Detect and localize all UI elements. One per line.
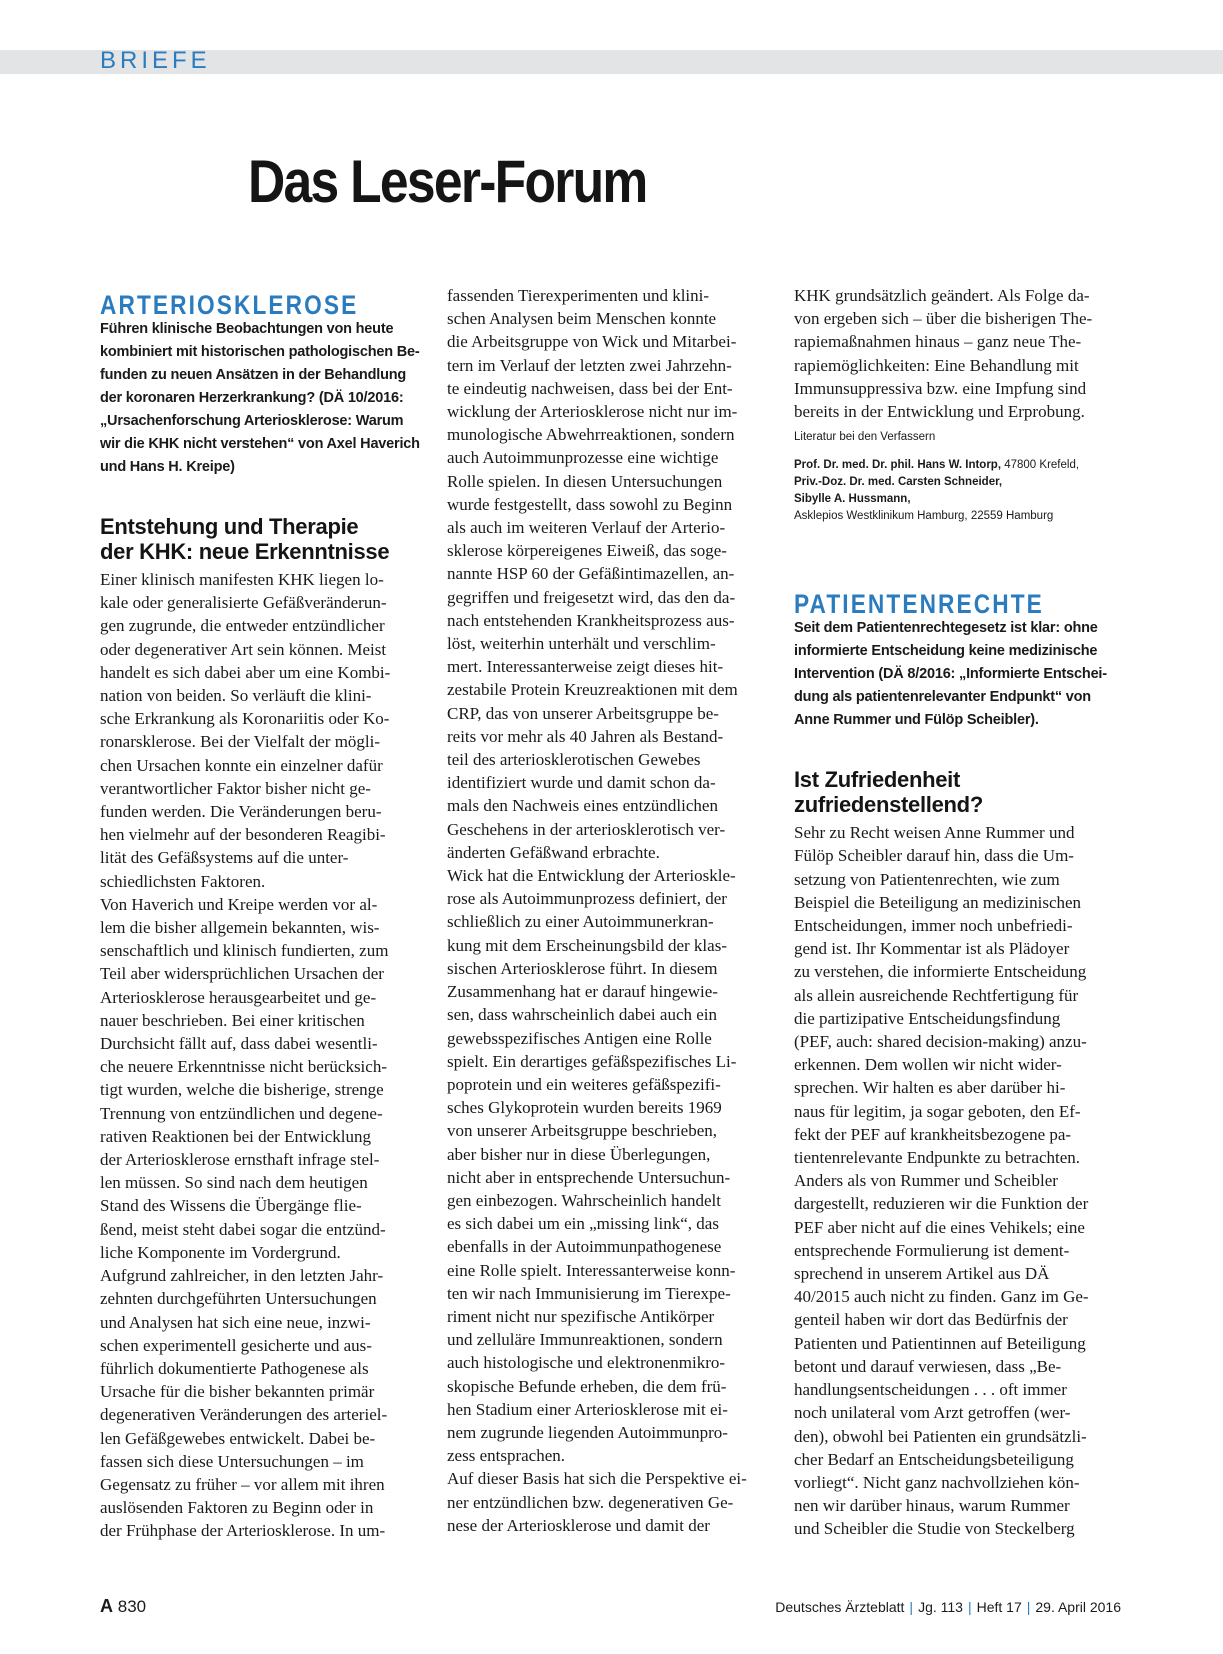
text-line: und zelluläre Immunreaktionen, sondern [447,1330,723,1350]
text-line: der koronaren Herzerkrankung? (DÄ 10/2016: [100,390,404,406]
text-line: Durchsicht fällt auf, dass dabei wesentli- [100,1034,378,1054]
text-line: Trennung von entzündlichen und degene- [100,1103,383,1123]
text-line: teil des arteriosklerotischen Gewebes [447,750,701,770]
text-line: auch Autoimmunprozesse eine wichtige [447,448,719,468]
text-line: Beispiel die Beteiligung an medizinischen [794,892,1082,912]
text-line: Anders als von Rummer und Scheibler [794,1171,1058,1191]
author-line [794,508,1119,525]
text-line: che neuere Erkenntnisse nicht berücksich- [100,1057,387,1077]
text-line: schließlich zu einer Autoimmunerkran- [447,912,714,932]
text-line: sches Glykoprotein wurden bereits 1969 [447,1098,722,1118]
article1-letter-title [100,514,425,564]
text-line: eine Rolle spielt. Interessanterweise konn- [447,1260,736,1280]
text-line: len müssen. So sind nach dem heutigen [100,1173,368,1193]
text-line: wurde festgestellt, dass sowohl zu Beginn [447,494,733,514]
text-line: der Arteriosklerose ernsthaft infrage stel- [100,1150,380,1170]
author-line [794,491,1119,508]
text-line: auslösenden Faktoren zu Beginn oder in [100,1498,374,1518]
journal-issue: Heft 17 [976,1599,1022,1615]
text-line: zestabile Protein Kreuzreaktionen mit dem [447,680,738,700]
article2-lead [794,617,1119,732]
text-line: handelt es sich dabei aber um eine Kombi- [100,662,391,682]
author-name: Prof. Dr. med. Dr. phil. Hans W. Intorp, [794,459,1002,472]
text-line: hen Stadium einer Arteriosklerose mit ei- [447,1399,728,1419]
footer-separator: | [967,1599,972,1615]
text-line: kombiniert mit historischen pathologischen Be- [100,344,420,360]
text-line: „Ursachenforschung Arteriosklerose: Warum [100,413,404,429]
text-line: informierte Entscheidung keine medizinische [794,643,1098,660]
page-title: Das Leser-Forum [248,148,647,215]
text-line: nen wir darüber hinaus, warum Rummer [794,1496,1070,1516]
text-line: kale oder generalisierte Gefäßveränderun- [100,593,387,613]
text-line: Intervention (DÄ 8/2016: „Informierte Entschei- [794,666,1107,683]
text-line: te eindeutig nachweisen, dass bei der Ent- [447,378,733,398]
text-line: munologische Abwehrreaktionen, sondern [447,425,735,445]
text-line: liche Komponente im Vordergrund. [100,1242,341,1262]
text-line: len Gefäßgewebes entwickelt. Dabei be- [100,1428,376,1448]
text-line: zufriedenstellend? [794,792,983,818]
article2-letter-title [794,767,1119,817]
article1-lead [100,318,425,479]
page-prefix: A [100,1596,113,1616]
text-line: cher Bedarf an Entscheidungsbeteiligung [794,1449,1074,1469]
text-line: ten wir nach Immunisierung im Tierexpe- [447,1283,731,1303]
text-line: führlich dokumentierte Pathogenese als [100,1358,369,1378]
text-line: lität des Gefäßsystems auf die unter- [100,848,349,868]
article1-body-col2 [447,284,772,1537]
text-line: gegriffen und freigesetzt wird, das den da- [447,587,736,607]
text-line: Stand des Wissens die Übergänge flie- [100,1196,362,1216]
article1-references-note: Literatur bei den Verfassern [794,431,936,444]
text-line: von unserer Arbeitsgruppe beschrieben, [447,1121,718,1141]
text-line: die partizipative Entscheidungsfindung [794,1008,1061,1028]
text-line: Arteriosklerose herausgearbeitet und ge- [100,987,377,1007]
text-line: riment nicht nur spezifische Antikörper [447,1306,715,1326]
column-3 [794,284,1119,1541]
text-line: aber bisher nur in diese Überlegungen, [447,1144,711,1164]
text-line: entsprechende Formulierung ist dement- [794,1240,1070,1260]
text-line: CRP, das von unserer Arbeitsgruppe be- [447,703,719,723]
text-line: sche Erkrankung als Koronariitis oder Ko- [100,709,390,729]
journal-volume: Jg. 113 [918,1599,963,1615]
text-line: sprechend in unserem Artikel aus DÄ [794,1264,1050,1284]
text-line: tern im Verlauf der letzten zwei Jahrzehn- [447,355,732,375]
text-line: ßend, meist steht dabei sogar die entzünd- [100,1219,386,1239]
text-line: tientenrelevante Endpunkte zu betrachten. [794,1148,1081,1168]
author-line [794,474,1119,491]
text-line: kung mit dem Erscheinungsbild der klas- [447,935,727,955]
text-line: und Scheibler die Studie von Steckelberg [794,1519,1075,1539]
text-line: wir die KHK nicht verstehen“ von Axel Haverich [100,436,420,452]
text-line: Ursache für die bisher bekannten primär [100,1382,375,1402]
footer-separator: | [1026,1599,1031,1615]
text-line: bereits in der Entwicklung und Erprobung. [794,402,1085,422]
text-line: Einer klinisch manifesten KHK liegen lo- [100,570,384,589]
text-line: schiedlichsten Faktoren. [100,871,266,891]
text-line: ebenfalls in der Autoimmunpathogenese [447,1237,722,1257]
text-line: fekt der PEF auf krankheitsbezogene pa- [794,1124,1072,1144]
text-line: chen Ursachen konnte ein einzelner dafür [100,755,383,775]
text-line: verantwortlicher Faktor bisher nicht ge- [100,778,371,798]
text-line: tigt wurden, welche die bisherige, strenge [100,1080,384,1100]
text-line: der Frühphase der Arteriosklerose. In um- [100,1521,386,1541]
text-line: Führen klinische Beobachtungen von heute [100,321,394,337]
text-line: Immunsuppressiva bzw. eine Impfung sind [794,378,1087,398]
text-line: funden werden. Die Veränderungen beru- [100,802,382,822]
text-line: fassenden Tierexperimenten und klini- [447,286,710,305]
text-line: KHK grundsätzlich geändert. Als Folge da- [794,286,1090,305]
text-line: Seit dem Patientenrechtegesetz ist klar: ohne [794,620,1098,637]
author-affiliation: 47800 Krefeld, [1001,459,1080,472]
text-line: Sehr zu Recht weisen Anne Rummer und [794,823,1075,843]
text-line: noch unilateral vom Arzt getroffen (wer- [794,1403,1071,1423]
column-2 [447,284,772,1537]
text-line: gend ist. Ihr Kommentar ist als Plädoyer [794,939,1070,959]
text-line: genteil haben wir dort das Bedürfnis der [794,1310,1068,1330]
text-line: skopische Befunde erheben, die dem frü- [447,1376,727,1396]
text-line: schen experimentell gesicherte und aus- [100,1335,372,1355]
text-line: änderten Gefäßwand erbrachte. [447,842,660,862]
text-line: und Analysen hat sich eine neue, inzwi- [100,1312,371,1332]
text-line: den), obwohl bei Patienten ein grundsätzli- [794,1426,1087,1446]
text-line: poprotein und ein weiteres gefäßspezifi- [447,1074,721,1094]
text-line: löst, weiterhin unterhält und verschlim- [447,634,716,654]
author-name: Sibylle A. Hussmann, [794,493,911,506]
text-line: Entscheidungen, immer noch unbefriedi- [794,916,1073,936]
article1-body-col3 [794,284,1119,423]
journal-date: 29. April 2016 [1035,1599,1121,1615]
text-line: ner entzündlichen bzw. degenerativen Ge- [447,1492,734,1512]
text-line: Anne Rummer und Fülöp Scheibler). [794,712,1039,729]
text-line: senschaftlich und klinisch fundierten, zum [100,941,389,961]
text-line: der KHK: neue Erkenntnisse [100,539,390,564]
text-line: nach entstehenden Krankheitsprozess aus- [447,610,735,630]
footer-separator: | [909,1599,914,1615]
text-line: auch histologische und elektronenmikro- [447,1353,726,1373]
text-line: nation von beiden. So verläuft die klini- [100,686,372,706]
text-line: gen einbezogen. Wahrscheinlich handelt [447,1190,721,1210]
text-line: setzung von Patientenrechten, wie zum [794,869,1060,889]
text-line: 40/2015 auch nicht zu finden. Ganz im Ge- [794,1287,1089,1307]
page-number [100,1595,146,1618]
text-line: oder degenerativer Art sein können. Meist [100,639,387,659]
text-line: identifiziert wurde und damit schon da- [447,773,716,793]
text-line: spielt. Ein derartiges gefäßspezifisches Li- [447,1051,737,1071]
text-line: zu verstehen, die informierte Entscheidung [794,962,1087,982]
text-line: erkennen. Dem wollen wir nicht wider- [794,1055,1062,1075]
text-line: Von Haverich und Kreipe werden vor al- [100,894,378,914]
text-line: hen vielmehr auf der besonderen Reagibi- [100,825,386,845]
text-line: ronarsklerose. Bei der Vielfalt der mögli- [100,732,381,752]
text-line: lem die bisher allgemein bekannten, wis- [100,918,380,938]
text-line: (PEF, auch: shared decision-making) anzu- [794,1032,1087,1052]
text-line: gewebsspezifisches Antigen eine Rolle [447,1028,712,1048]
text-line: Patienten und Patientinnen auf Beteiligung [794,1333,1086,1353]
author-line [794,457,1119,474]
text-line: als auch im weiteren Verlauf der Arterio- [447,518,726,538]
text-line: rose als Autoimmunprozess definiert, der [447,889,727,909]
text-line: schen Analysen beim Menschen konnte [447,309,717,329]
text-line: reits vor mehr als 40 Jahren als Bestand- [447,726,724,746]
text-line: Gegensatz zu früher – vor allem mit ihren [100,1474,385,1494]
text-line: die Arbeitsgruppe von Wick und Mitarbei- [447,332,737,352]
text-line: wicklung der Arteriosklerose nicht nur im- [447,402,738,422]
text-line: zess entsprachen. [447,1446,566,1466]
text-line: degenerativen Veränderungen des arteriel- [100,1405,388,1425]
text-line: sprechen. Wir halten es aber darüber hi- [794,1078,1066,1098]
text-line: und Hans H. Kreipe) [100,459,235,475]
author-affiliation: Asklepios Westklinikum Hamburg, 22559 Hamburg [794,510,1054,523]
text-line: Auf dieser Basis hat sich die Perspektive ei- [447,1469,747,1489]
text-line: rapiemöglichkeiten: Eine Behandlung mit [794,355,1079,375]
text-line: nicht aber in entsprechende Untersuchun- [447,1167,731,1187]
text-line: funden zu neuen Ansätzen in der Behandlung [100,367,407,383]
text-line: Zusammenhang hat er darauf hingewie- [447,982,718,1002]
text-line: Entstehung und Therapie [100,514,359,539]
text-line: rapiemaßnahmen hinaus – ganz neue The- [794,332,1082,352]
text-line: Fülöp Scheibler darauf hin, dass die Um- [794,846,1074,866]
text-line: dung als patientenrelevanter Endpunkt“ von [794,689,1091,706]
text-line: Wick hat die Entwicklung der Arterioskle- [447,866,736,886]
text-line: nem zugrunde liegenden Autoimmunpro- [447,1422,728,1442]
section-label: BRIEFE [100,47,211,74]
column-1 [100,288,425,1543]
journal-name: Deutsches Ärzteblatt [775,1599,905,1615]
text-line: Aufgrund zahlreicher, in den letzten Jahr- [100,1266,384,1286]
text-line: Ist Zufriedenheit [794,767,961,793]
page-number-value: 830 [117,1597,147,1616]
text-line: mals den Nachweis eines entzündlichen [447,796,718,816]
text-line: handlungsentscheidungen . . . oft immer [794,1380,1067,1400]
author-name: Priv.-Doz. Dr. med. Carsten Schneider, [794,476,1003,489]
text-line: PEF aber nicht auf die eines Vehikels; eine [794,1217,1085,1237]
text-line: mert. Interessanterweise zeigt dieses hit- [447,657,724,677]
text-line: sischen Arteriosklerose führt. In diesem [447,958,718,978]
text-line: rativen Reaktionen bei der Entwicklung [100,1126,371,1146]
text-line: sen, dass wahrscheinlich dabei auch ein [447,1005,718,1025]
text-line: von ergeben sich – über die bisherigen The- [794,309,1093,329]
text-line: Teil aber widersprüchlichen Ursachen der [100,964,384,984]
text-line: Geschehens in der arteriosklerotisch ver- [447,819,726,839]
article2-body [794,821,1119,1540]
journal-footer [775,1597,1121,1617]
text-line: Rolle spielen. In diesen Untersuchungen [447,471,723,491]
text-line: als allein ausreichende Rechtfertigung für [794,985,1079,1005]
text-line: fassen sich diese Untersuchungen – im [100,1451,364,1471]
text-line: zehnten durchgeführten Untersuchungen [100,1289,377,1309]
text-line: sklerose körpereigenes Eiweiß, das soge- [447,541,727,561]
article1-body-col1 [100,568,425,1543]
text-line: gen zugrunde, die entweder entzündlicher [100,616,385,636]
text-line: dargestellt, reduzieren wir die Funktion der [794,1194,1089,1214]
topic-heading-arteriosklerose: ARTERIOSKLEROSE [100,290,359,320]
text-line: naus für legitim, ja sogar geboten, den Ef- [794,1101,1081,1121]
text-line: nauer beschrieben. Bei einer kritischen [100,1010,365,1030]
text-line: nannte HSP 60 der Gefäßintimazellen, an- [447,564,735,584]
topic-heading-patientenrechte: PATIENTENRECHTE [794,589,1044,620]
article1-authors [794,457,1119,525]
text-line: betont und darauf verwiesen, dass „Be- [794,1356,1062,1376]
text-line: es sich dabei um ein „missing link“, das [447,1214,719,1234]
text-line: nese der Arteriosklerose und damit der [447,1515,710,1535]
text-line: vorliegt“. Nicht ganz nachvollziehen kön- [794,1472,1080,1492]
